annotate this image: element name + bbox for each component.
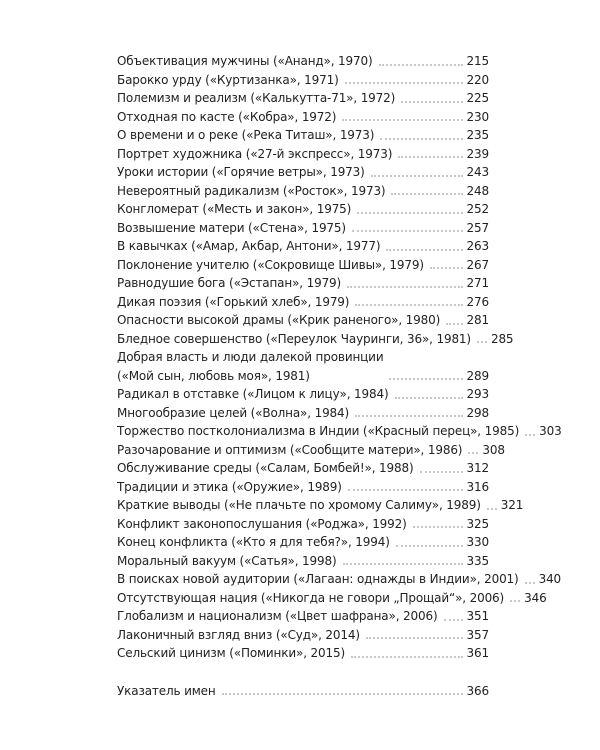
leader-dots bbox=[222, 693, 463, 695]
toc-entry bbox=[117, 552, 489, 571]
toc-entry-title: Объективация мужчины («Ананд», 1970) bbox=[117, 54, 373, 68]
toc-entry-page: 298 bbox=[466, 405, 489, 420]
toc-entry-page: 239 bbox=[466, 146, 489, 161]
toc-entry-title: Барокко урду («Куртизанка», 1971) bbox=[117, 72, 339, 87]
toc-entry bbox=[117, 163, 489, 182]
toc-entry-title: Возвышение матери («Стена», 1975) bbox=[117, 220, 346, 235]
toc-entry-title: Поклонение учителю («Сокровище Шивы», 1979) bbox=[117, 257, 424, 272]
leader-dots bbox=[420, 471, 463, 473]
toc-entry-title: Краткие выводы («Не плачьте по хромому Салиму», 1989) bbox=[117, 498, 481, 512]
leader-dots bbox=[342, 119, 462, 121]
leader-dots bbox=[357, 212, 462, 214]
toc-entry-page: 235 bbox=[466, 128, 489, 142]
toc-entry-page: 308 bbox=[482, 442, 505, 457]
toc-entry bbox=[117, 182, 489, 201]
leader-dots bbox=[477, 341, 487, 343]
toc-entry bbox=[117, 589, 547, 608]
toc-entry-page: 303 bbox=[539, 424, 562, 438]
toc-entry bbox=[117, 237, 489, 256]
leader-dots bbox=[446, 323, 462, 325]
toc-entry-page: 220 bbox=[466, 72, 489, 87]
toc-entry bbox=[117, 496, 524, 515]
toc-entry bbox=[117, 108, 489, 127]
toc-entry-page: 276 bbox=[466, 294, 489, 309]
toc-entry bbox=[117, 607, 489, 626]
toc-entry-page: 248 bbox=[466, 183, 489, 198]
toc-entry-title: Портрет художника («27-й экспресс», 1973) bbox=[117, 146, 393, 161]
toc-entry bbox=[117, 126, 489, 145]
toc-entry-title: Глобализм и национализм («Цвет шафрана», 2006) bbox=[117, 609, 438, 623]
toc-entry bbox=[117, 422, 562, 441]
toc-entry-title: Многообразие целей («Волна», 1984) bbox=[117, 405, 350, 420]
toc-entry bbox=[117, 293, 489, 312]
toc-entry bbox=[117, 348, 489, 385]
toc-entry bbox=[117, 441, 505, 460]
leader-dots bbox=[430, 267, 463, 269]
leader-dots bbox=[345, 82, 463, 84]
toc-entry-page: 330 bbox=[466, 535, 489, 549]
toc-entry-title: В кавычках («Амар, Акбар, Антони», 1977) bbox=[117, 239, 381, 253]
toc-entry-title: Моральный вакуум («Сатья», 1998) bbox=[117, 553, 337, 568]
toc-entry-title: Конгломерат («Месть и закон», 1975) bbox=[117, 202, 352, 216]
toc-entry bbox=[117, 71, 489, 90]
toc-entry bbox=[117, 52, 489, 71]
toc-entry-title: Уроки истории («Горячие ветры», 1973) bbox=[117, 165, 365, 179]
leader-dots bbox=[366, 637, 463, 639]
toc-entry-page: 312 bbox=[466, 461, 489, 475]
toc-entry-title: Сельский цинизм («Поминки», 2015) bbox=[117, 646, 345, 660]
leader-dots bbox=[355, 415, 462, 417]
leader-dots bbox=[444, 619, 463, 621]
toc-entry bbox=[117, 311, 489, 330]
toc-entry-page: 340 bbox=[538, 572, 562, 586]
toc-entry-title: Добрая власть и люди далекой провинции bbox=[117, 350, 384, 364]
toc-entry bbox=[117, 274, 489, 293]
leader-dots bbox=[379, 64, 463, 66]
toc-entry-title: В поисках новой аудитории («Лагаан: однажды в Индии», 2001) bbox=[117, 572, 519, 586]
leader-dots bbox=[386, 249, 462, 251]
toc-entry bbox=[117, 404, 489, 423]
leader-dots bbox=[413, 526, 463, 528]
toc-entry bbox=[117, 533, 489, 552]
leader-dots bbox=[396, 545, 463, 547]
toc-entry bbox=[117, 200, 489, 219]
leader-dots bbox=[371, 175, 463, 177]
leader-dots bbox=[348, 489, 463, 491]
leader-dots bbox=[525, 582, 535, 584]
toc-entry-title: Бледное совершенство («Переулок Чауринги, 36», 1981) bbox=[117, 331, 471, 346]
table-of-contents bbox=[117, 52, 562, 700]
toc-entry-title: Опасности высокой драмы («Крик раненого», 1980) bbox=[117, 313, 441, 327]
leader-dots bbox=[380, 138, 462, 140]
toc-entry bbox=[117, 89, 489, 108]
toc-entry-title: Обслуживание среды («Салам, Бомбей!», 1988) bbox=[117, 461, 414, 475]
toc-entry bbox=[117, 145, 489, 164]
toc-entry-page: 321 bbox=[500, 498, 524, 512]
toc-entry-title: О времени и о реке («Река Титаш», 1973) bbox=[117, 128, 375, 142]
toc-entry-title-continuation: («Мой сын, любовь моя», 1981) bbox=[117, 368, 310, 383]
toc-entry bbox=[117, 570, 562, 589]
toc-entry-title: Разочарование и оптимизм («Сообщите матери», 1986) bbox=[117, 442, 463, 457]
toc-entry-title: Дикая поэзия («Горький хлеб», 1979) bbox=[117, 294, 350, 309]
leader-dots bbox=[510, 600, 520, 602]
toc-entry-page: 215 bbox=[466, 54, 489, 68]
toc-entry-page: 351 bbox=[466, 609, 489, 623]
toc-entry bbox=[117, 515, 489, 534]
leader-dots bbox=[468, 452, 478, 454]
leader-dots bbox=[352, 230, 463, 232]
toc-entry-title: Отходная по касте («Кобра», 1972) bbox=[117, 109, 337, 124]
toc-entry-page: 325 bbox=[466, 516, 489, 531]
toc-entry-index bbox=[117, 682, 489, 701]
toc-entry-page: 289 bbox=[466, 368, 489, 383]
toc-entry-title: Отсутствующая нация («Никогда не говори „Прощай“», 2006) bbox=[117, 590, 505, 605]
leader-dots bbox=[487, 508, 497, 510]
toc-entry-title: Торжество постколониализма в Индии («Красный перец», 1985) bbox=[117, 424, 520, 438]
leader-dots bbox=[389, 378, 462, 380]
toc-entry bbox=[117, 219, 489, 238]
toc-entry-page: 335 bbox=[466, 553, 489, 568]
toc-entry-title: Конфликт законопослушания («Роджа», 1992) bbox=[117, 516, 407, 531]
toc-entry-page: 263 bbox=[466, 239, 489, 253]
toc-entry-page: 285 bbox=[490, 331, 514, 346]
leader-dots bbox=[525, 434, 535, 436]
toc-entry-title: Лаконичный взгляд вниз («Суд», 2014) bbox=[117, 627, 360, 642]
toc-entry-title: Полемизм и реализм («Калькутта-71», 1972) bbox=[117, 91, 396, 105]
toc-entry-page: 361 bbox=[466, 646, 489, 660]
leader-dots bbox=[401, 101, 462, 103]
leader-dots bbox=[343, 563, 463, 565]
toc-entry bbox=[117, 459, 489, 478]
leader-dots bbox=[398, 156, 462, 158]
section-gap bbox=[117, 663, 489, 682]
toc-entry bbox=[117, 626, 489, 645]
toc-entry-title: Радикал в отставке («Лицом к лицу», 1984) bbox=[117, 387, 389, 401]
toc-entry-page: 316 bbox=[466, 479, 489, 494]
toc-entry bbox=[117, 256, 489, 275]
toc-entry-page: 267 bbox=[466, 257, 489, 272]
toc-entry-page: 243 bbox=[466, 165, 489, 179]
leader-dots bbox=[347, 286, 462, 288]
toc-entry-title: Конец конфликта («Кто я для тебя?», 1994) bbox=[117, 535, 390, 549]
toc-entry-page: 225 bbox=[466, 91, 489, 105]
toc-entry-title: Равнодушие бога («Эстапан», 1979) bbox=[117, 276, 342, 290]
leader-dots bbox=[355, 304, 462, 306]
toc-entry bbox=[117, 478, 489, 497]
toc-entry-page: 366 bbox=[466, 683, 489, 698]
toc-entry bbox=[117, 385, 489, 404]
leader-dots bbox=[351, 656, 463, 658]
toc-entry-page: 281 bbox=[466, 313, 489, 327]
leader-dots bbox=[391, 193, 462, 195]
toc-entry-page: 252 bbox=[466, 202, 489, 216]
toc-entry bbox=[117, 644, 489, 663]
toc-entry-page: 271 bbox=[466, 276, 489, 290]
toc-entry-page: 257 bbox=[466, 220, 489, 235]
toc-entry-title: Традиции и этика («Оружие», 1989) bbox=[117, 479, 342, 494]
leader-dots bbox=[395, 397, 463, 399]
toc-entry-title: Указатель имен bbox=[117, 683, 216, 698]
toc-entry-page: 346 bbox=[524, 590, 547, 605]
toc-entry bbox=[117, 330, 514, 349]
toc-entry-page: 230 bbox=[466, 109, 489, 124]
toc-entry-page: 293 bbox=[466, 387, 489, 401]
toc-entry-title: Невероятный радикализм («Росток», 1973) bbox=[117, 183, 386, 198]
toc-entry-page: 357 bbox=[466, 627, 489, 642]
